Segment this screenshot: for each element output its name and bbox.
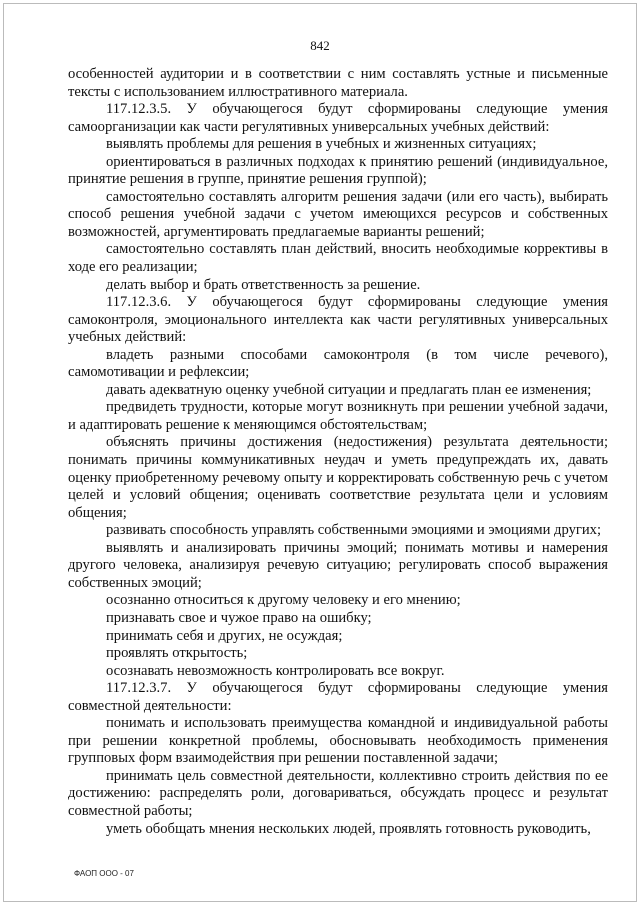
paragraph: выявлять проблемы для решения в учебных и жизненных ситуациях; [106, 136, 537, 153]
paragraph: принимать цель совместной деятельности, коллективно строить действия по ее достижению: распределять роли, договариваться, обсуждать процесс и результат совместной работы; [68, 767, 608, 819]
paragraph: понимать и использовать преимущества командной и индивидуальной работы при решении конкретной проблемы, обосновывать необходимость применения групповых форм взаимодействия при решении поставленной задачи; [68, 715, 608, 767]
paragraph: выявлять и анализировать причины эмоций; понимать мотивы и намерения другого человека, анализируя речевую ситуацию; регулировать способ выражения собственных эмоций; [68, 539, 608, 591]
paragraph: объяснять причины достижения (недостижения) результата деятельности; понимать причины коммуникативных неудач и уметь предупреждать их, давать оценку приобретенному речевому опыту и корректировать собственную речь с учетом целей и условий общения; оценивать соответствие результата цели и условиям общения; [68, 434, 608, 521]
paragraph: уметь обобщать мнения нескольких людей, проявлять готовность руководить, [106, 820, 591, 837]
paragraph: 117.12.3.6. У обучающегося будут сформированы следующие умения самоконтроля, эмоционального интеллекта как части регулятивных универсальных учебных действий: [68, 294, 608, 346]
paragraph: владеть разными способами самоконтроля (в том числе речевого), самомотивации и рефлексии; [68, 346, 608, 381]
paragraph: особенностей аудитории и в соответствии с ним составлять устные и письменные тексты с использованием иллюстративного материала. [68, 66, 608, 100]
body-text [68, 66, 608, 838]
paragraph: проявлять открытость; [106, 645, 248, 662]
paragraph: развивать способность управлять собственными эмоциями и эмоциями других; [106, 522, 602, 539]
paragraph: самостоятельно составлять план действий, вносить необходимые коррективы в ходе его реализации; [68, 241, 608, 276]
page-number: 842 [310, 38, 330, 53]
paragraph: 117.12.3.5. У обучающегося будут сформированы следующие умения самоорганизации как части регулятивных универсальных учебных действий: [68, 101, 608, 135]
paragraph: давать адекватную оценку учебной ситуации и предлагать план ее изменения; [106, 381, 592, 398]
paragraph: принимать себя и других, не осуждая; [106, 627, 343, 644]
paragraph: осознавать невозможность контролировать все вокруг. [106, 662, 445, 679]
paragraph: 117.12.3.7. У обучающегося будут сформированы следующие умения совместной деятельности: [68, 680, 608, 714]
paragraph: осознанно относиться к другому человеку и его мнению; [106, 592, 461, 609]
footer-code: ФАОП ООО - 07 [74, 869, 134, 878]
paragraph: делать выбор и брать ответственность за решение. [106, 276, 421, 293]
paragraph: ориентироваться в различных подходах к принятию решений (индивидуальное, принятие решения в группе, принятие решения группой); [68, 153, 608, 188]
paragraph: предвидеть трудности, которые могут возникнуть при решении учебной задачи, и адаптировать решение к меняющимся обстоятельствам; [68, 399, 608, 433]
paragraph: признавать свое и чужое право на ошибку; [106, 609, 372, 626]
paragraph: самостоятельно составлять алгоритм решения задачи (или его часть), выбирать способ решения учебной задачи с учетом имеющихся ресурсов и собственных возможностей, аргументировать предлагаемые варианты решений; [68, 188, 608, 240]
